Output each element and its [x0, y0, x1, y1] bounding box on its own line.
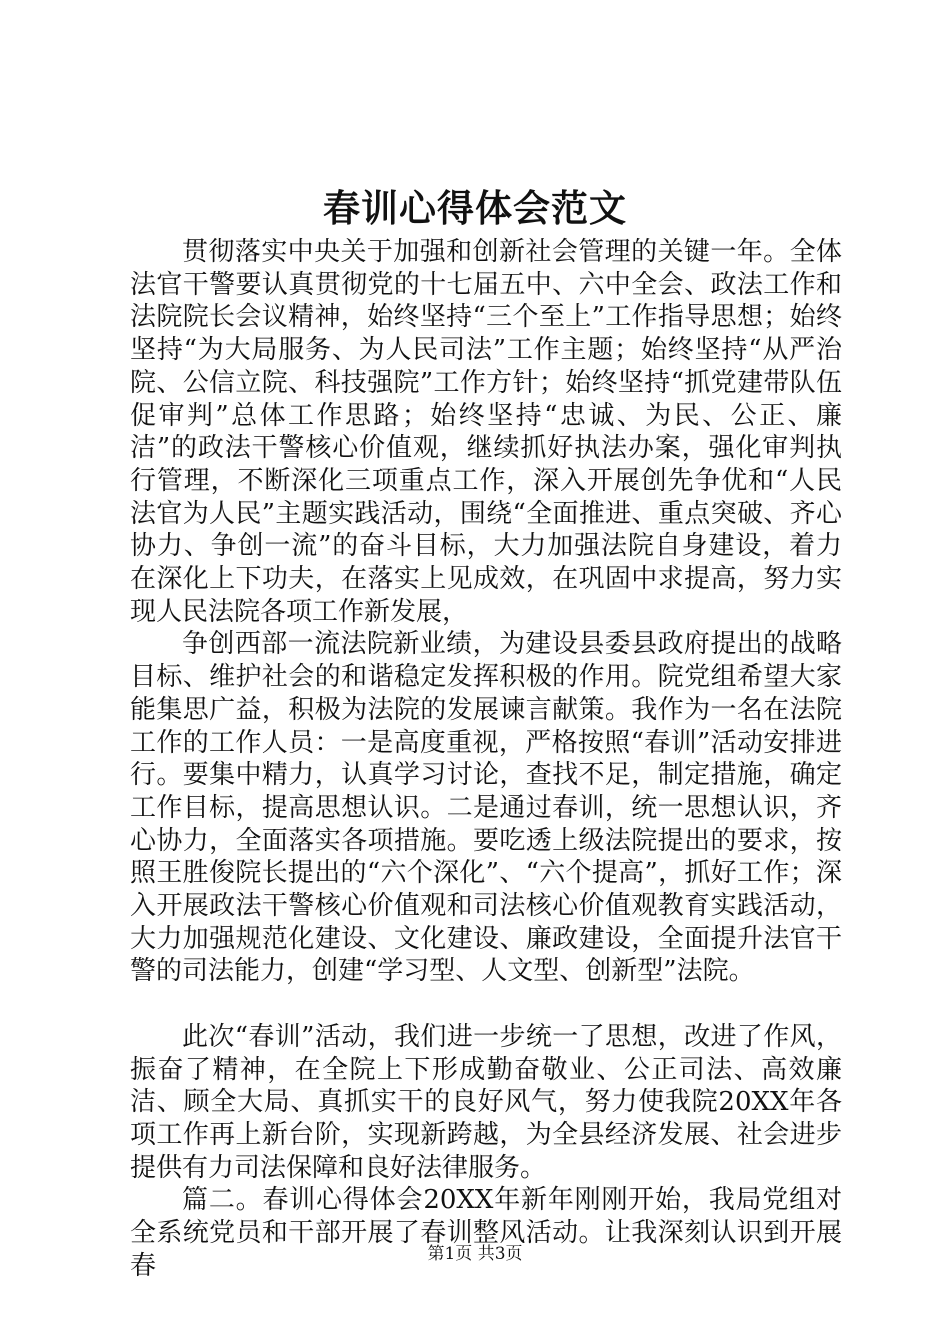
- paragraph-4: 篇二。春训心得体会20XX年新年刚刚开始，我局党组对全系统党员和干部开展了春训整风活动。让我深刻认识到开展春: [130, 1185, 842, 1281]
- paragraph-2: 争创西部一流法院新业绩，为建设县委县政府提出的战略目标、维护社会的和谐稳定发挥积极的作用。院党组希望大家能集思广益，积极为法院的发展谏言献策。我作为一名在法院工作的工作人员：一是高度重视，严格按照“春训”活动安排进行。要集中精力，认真学习讨论，查找不足，制定措施，确定工作目标，提高思想认识。二是通过春训，统一思想认识，齐心协力，全面落实各项措施。要吃透上级法院提出的要求，按照王胜俊院长提出的“六个深化”、“六个提高”，抓好工作；深入开展政法干警核心价值观和司法核心价值观教育实践活动，大力加强规范化建设、文化建设、廉政建设，全面提升法官干警的司法能力，创建“学习型、人文型、创新型”法院。: [130, 629, 842, 987]
- page-indicator: 第1页 共3页: [427, 1244, 523, 1264]
- document-title: 春训心得体会范文: [323, 186, 627, 230]
- paragraph-3: 此次“春训”活动，我们进一步统一了思想，改进了作风，振奋了精神，在全院上下形成勤奋敬业、公正司法、高效廉洁、顾全大局、真抓实干的良好风气，努力使我院20XX年各项工作再上新台阶，实现新跨越，为全县经济发展、社会进步提供有力司法保障和良好法律服务。: [130, 1021, 842, 1183]
- document-body: [130, 236, 842, 1282]
- paragraph-1: 贯彻落实中央关于加强和创新社会管理的关键一年。全体法官干警要认真贯彻党的十七届五中、六中全会、政法工作和法院院长会议精神，始终坚持“三个至上”工作指导思想；始终坚持“为大局服务、为人民司法”工作主题；始终坚持“从严治院、公信立院、科技强院”工作方针；始终坚持“抓党建带队伍促审判”总体工作思路；始终坚持“忠诚、为民、公正、廉洁”的政法干警核心价值观，继续抓好执法办案，强化审判执行管理，不断深化三项重点工作，深入开展创先争优和“人民法官为人民”主题实践活动，围绕“全面推进、重点突破、齐心协力、争创一流”的奋斗目标，大力加强法院自身建设，着力在深化上下功夫，在落实上见成效，在巩固中求提高，努力实现人民法院各项工作新发展，: [130, 237, 842, 627]
